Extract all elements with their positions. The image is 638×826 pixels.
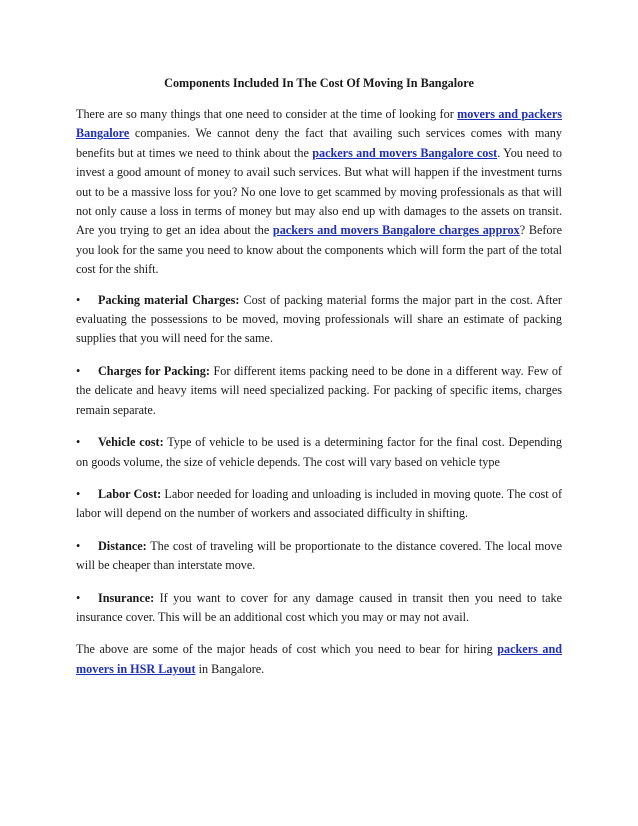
bullet-item-vehicle-cost — [76, 433, 562, 472]
bullet-label: Labor Cost: — [98, 486, 162, 501]
document-title: Components Included In The Cost Of Moving In Bangalore — [164, 76, 474, 90]
bullet-icon: • — [76, 292, 81, 307]
bullet-icon: • — [76, 538, 81, 553]
intro-text-4: ? Before you look for the same you need to know about the components which will form the part of the total cost for the shift. — [76, 223, 562, 277]
bullet-item-charges-for-packing — [76, 362, 562, 420]
bullet-label: Distance: — [98, 538, 147, 553]
outro-paragraph — [76, 640, 562, 679]
packers-and-movers-charges-link[interactable]: packers and movers Bangalore charges approx — [272, 223, 520, 238]
bullet-label: Packing material Charges: — [98, 292, 240, 307]
bullet-text: The cost of traveling will be proportionate to the distance covered. The local move will be cheaper than interstate move. — [76, 538, 562, 573]
bullet-label: Vehicle cost: — [98, 435, 164, 450]
bullet-item-labor-cost — [76, 485, 562, 524]
bullet-icon: • — [76, 363, 81, 378]
bullet-item-distance — [76, 537, 562, 576]
bullet-text: For different items packing need to be done in a different way. Few of the delicate and heavy items will need specialized packing. For packing of specific items, charges remain separate. — [76, 363, 562, 417]
intro-text-2: companies. We cannot deny the fact that availing such services comes with many benefits but at times we need to think about the — [76, 126, 562, 160]
outro-text-1: The above are some of the major heads of cost which you need to bear for hiring — [76, 642, 498, 657]
packers-and-movers-hsr-layout-link[interactable]: packers and movers in HSR Layout — [76, 642, 563, 676]
intro-text-3: . You need to invest a good amount of money to avail such services. But what will happen if the investment turns out to be a massive loss for you? No one love to get scammed by moving professionals as that will not only cause a loss in terms of money but may also end up with damages to the assets on transit. Are you trying to get an idea about the — [76, 145, 562, 238]
bullet-label: Insurance: — [98, 590, 155, 605]
bullet-icon: • — [76, 590, 81, 605]
bullet-icon: • — [76, 486, 81, 501]
movers-and-packers-bangalore-link[interactable]: movers and packers Bangalore — [76, 107, 562, 141]
bullet-label: Charges for Packing: — [98, 363, 210, 378]
bullet-item-packing-material — [76, 291, 562, 349]
bullet-text: Labor needed for loading and unloading is included in moving quote. The cost of labor will depend on the number of workers and associated difficulty in shifting. — [76, 486, 562, 521]
outro-text-2: in Bangalore. — [195, 661, 265, 676]
bullet-item-insurance — [76, 589, 562, 628]
intro-text-1: There are so many things that one need to consider at the time of looking for — [76, 107, 458, 121]
bullet-text: Type of vehicle to be used is a determining factor for the final cost. Depending on goods volume, the size of vehicle depends. The cost will vary based on vehicle type — [76, 435, 562, 469]
bullet-text: If you want to cover for any damage caused in transit then you need to take insurance cover. This will be an additional cost which you may or may not avail. — [76, 590, 562, 624]
bullet-icon: • — [76, 435, 81, 450]
bullet-text: Cost of packing material forms the major part in the cost. After evaluating the possessions to be moved, moving professionals will share an estimate of packing supplies that you will need for the same. — [76, 292, 562, 346]
packers-and-movers-bangalore-cost-link[interactable]: packers and movers Bangalore cost — [312, 145, 498, 160]
intro-paragraph — [76, 105, 562, 280]
